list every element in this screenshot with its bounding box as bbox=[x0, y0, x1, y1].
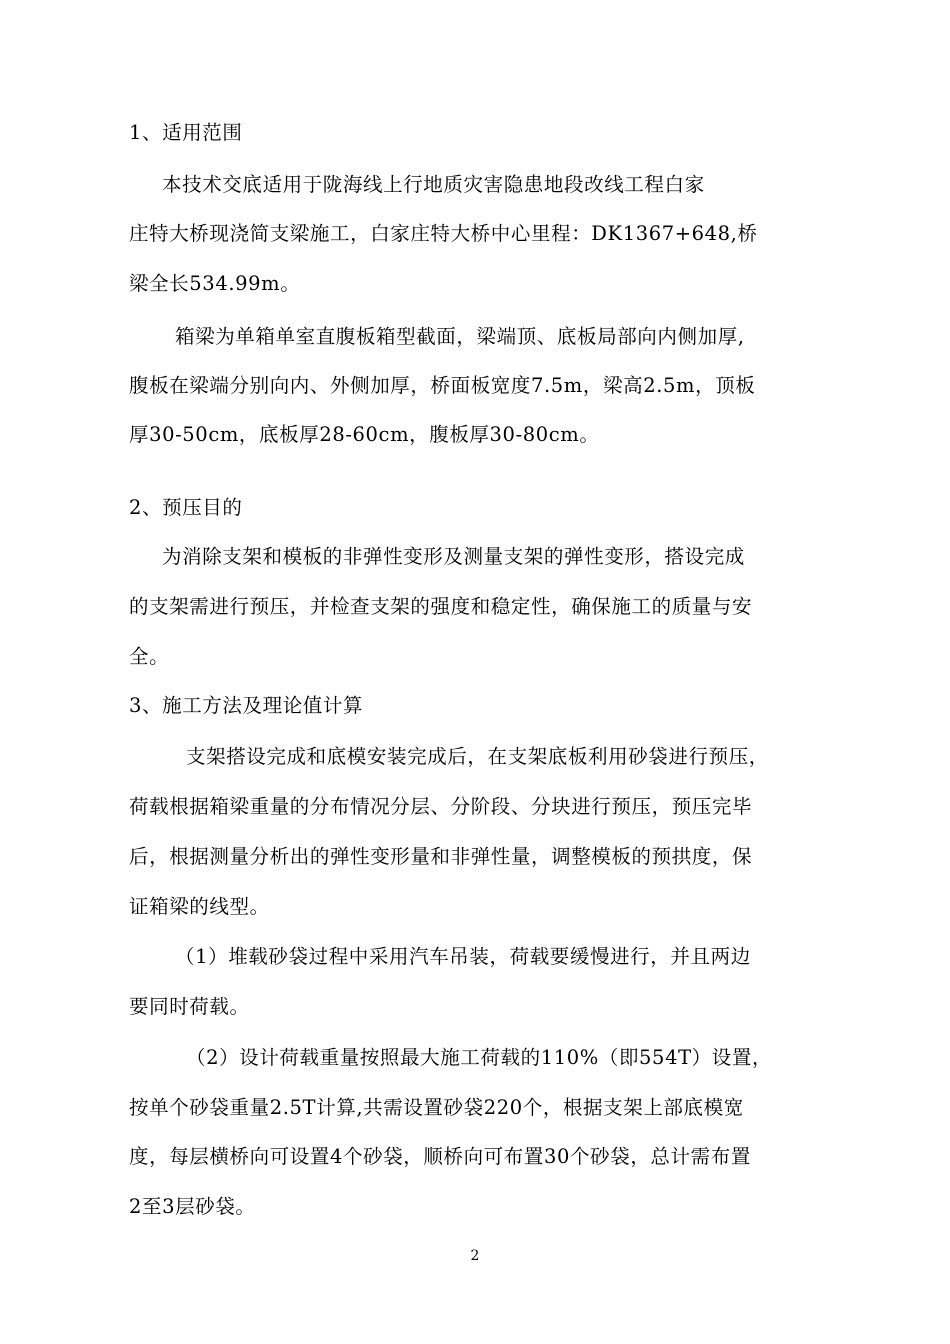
paragraph-line: 按单个砂袋重量2.5T计算,共需设置砂袋220个，根据支架上部底模宽 bbox=[129, 1096, 744, 1119]
paragraph-line: 庄特大桥现浇简支梁施工，白家庄特大桥中心里程：DK1367+648,桥 bbox=[129, 222, 758, 245]
paragraph-line: 腹板在梁端分别向内、外侧加厚，桥面板宽度7.5m，梁高2.5m，顶板 bbox=[129, 374, 756, 397]
paragraph-line: 要同时荷载。 bbox=[129, 995, 250, 1018]
section-heading-3: 3、施工方法及理论值计算 bbox=[129, 694, 364, 717]
paragraph-line: 2至3层砂袋。 bbox=[129, 1195, 256, 1218]
paragraph-line: 荷载根据箱梁重量的分布情况分层、分阶段、分块进行预压，预压完毕 bbox=[129, 795, 753, 818]
paragraph-line: 后，根据测量分析出的弹性变形量和非弹性量，调整模板的预拱度，保 bbox=[129, 845, 753, 868]
paragraph-line: 厚30-50cm，底板厚28-60cm，腹板厚30-80cm。 bbox=[129, 423, 600, 446]
paragraph-line: 证箱梁的线型。 bbox=[129, 895, 270, 918]
page-number: 2 bbox=[470, 1248, 480, 1264]
paragraph-line: 全。 bbox=[129, 645, 170, 668]
section-heading-1: 1、适用范围 bbox=[129, 121, 243, 144]
section-heading-2: 2、预压目的 bbox=[129, 496, 243, 519]
paragraph-line: 箱梁为单箱单室直腹板箱型截面，梁端顶、底板局部向内侧加厚, bbox=[175, 325, 745, 348]
paragraph-line: 梁全长534.99m。 bbox=[129, 272, 301, 295]
paragraph-line: 本技术交底适用于陇海线上行地质灾害隐患地段改线工程白家 bbox=[162, 173, 705, 196]
paragraph-line: 支架搭设完成和底模安装完成后，在支架底板利用砂袋进行预压， bbox=[186, 745, 769, 768]
paragraph-line: （1）堆载砂袋过程中采用汽车吊装，荷载要缓慢进行，并且两边 bbox=[175, 945, 751, 968]
paragraph-line: 的支架需进行预压，并检查支架的强度和稳定性，确保施工的质量与安 bbox=[129, 595, 753, 618]
paragraph-line: 为消除支架和模板的非弹性变形及测量支架的弹性变形，搭设完成 bbox=[162, 545, 745, 568]
paragraph-line: （2）设计荷载重量按照最大施工荷载的110%（即554T）设置， bbox=[186, 1046, 773, 1069]
paragraph-line: 度，每层横桥向可设置4个砂袋，顺桥向可布置30个砂袋，总计需布置 bbox=[129, 1145, 751, 1168]
